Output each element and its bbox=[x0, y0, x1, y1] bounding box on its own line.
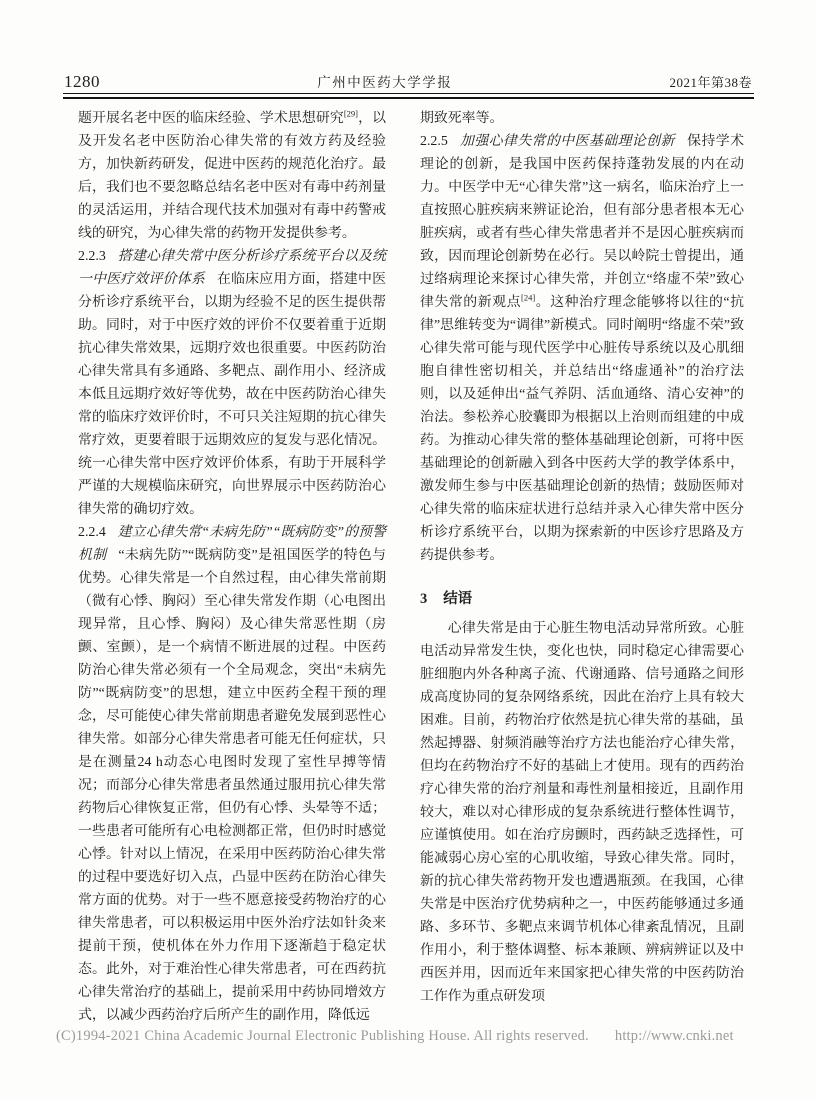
citation-ref-24: [24] bbox=[521, 292, 536, 303]
section-title: 建立心律失常“未病先防”“既病防变”的预警机制 bbox=[78, 525, 386, 563]
section-number: 2.2.4 bbox=[78, 525, 106, 540]
section-number: 3 bbox=[420, 591, 428, 607]
section-3-heading bbox=[420, 588, 744, 611]
page-footer bbox=[56, 1028, 734, 1045]
section-body: 。这种治疗理念能够将以往的“抗律”思维转变为“调律”新模式。同时阐明“络虚不荣”致心律失常可能与现代医学中心脏传导系统以及心肌细胞自律性密切相关，并总结出“络虚通补”的治疗法则，以及延伸出“益气养阴、活血通络、清心安神”的治法。参松养心胶囊即为根据以上治则而组建的中成药。为推动心律失常的整体基础理论创新，可将中医基础理论的创新融入到各中医药大学的教学体系中，激发师生参与中医基础理论创新的热情；鼓励医师对心律失常的临床症状进行总结并录入心律失常中医分析诊疗系统平台，以期为探索新的中医诊疗思路及方药提供参考。 bbox=[420, 295, 744, 563]
right-column bbox=[420, 107, 744, 1027]
journal-title: 广州中医药大学学报 bbox=[317, 75, 453, 90]
section-title: 加强心律失常的中医基础理论创新 bbox=[459, 134, 675, 149]
section-number: 2.2.3 bbox=[78, 249, 106, 264]
section-body: 在临床应用方面，搭建中医分析诊疗系统平台，以期为经验不足的医生提供帮助。同时，对于中医疗效的评价不仅要着重于近期抗心律失常效果，远期疗效也很重要。中医药防治心律失常具有多通路、多靶点、副作用小、经济成本低且远期疗效好等优势，故在中医药防治心律失常的临床疗效评价时，不可只关注短期的抗心律失常疗效，更要着眼于远期效应的复发与恶化情况。统一心律失常中医疗效评价体系，有助于开展科学严谨的大规模临床研究，向世界展示中医药防治心律失常的确切疗效。 bbox=[78, 272, 386, 517]
body-text: 题开展名老中医的临床经验、学术思想研究 bbox=[78, 111, 344, 126]
section-title: 搭建心律失常中医分析诊疗系统平台以及统一中医疗效评价体系 bbox=[78, 249, 386, 287]
section-body: 保持学术理论的创新，是我国中医药保持蓬勃发展的内在动力。中医学中无“心律失常”这一病名，临床治疗上一直按照心脏疾病来辨证论治，但有部分患者根本无心脏疾病，或者有些心律失常患者并不是因心脏疾病而致，因而理论创新势在必行。吴以岭院士曾提出，通过络病理论来探讨心律失常，并创立“络虚不荣”致心律失常的新观点 bbox=[420, 134, 744, 310]
section-2-2-5 bbox=[420, 130, 744, 567]
section-title: 结语 bbox=[443, 591, 473, 607]
body-text: ，以及开发名老中医防治心律失常的有效方药及经验方，加快新药研发，促进中医药的规范化治疗。最后，我们也不要忽略总结名老中医对有毒中药剂量的灵活运用，并结合现代技术加强对有毒中药警戒线的研究，为心律失常的药物开发提供参考。 bbox=[78, 111, 386, 241]
section-body: “未病先防”“既病防变”是祖国医学的特色与优势。心律失常是一个自然过程，由心律失常前期（微有心悸、胸闷）至心律失常发作期（心电图出现异常，且心悸、胸闷）及心律失常恶性期（房颤、室颤），是一个病情不断进展的过程。中医药防治心律失常必须有一个全局观念，突出“未病先防”“既病防变”的思想，建立中医药全程干预的理念，尽可能使心律失常前期患者避免发展到恶性心律失常。如部分心律失常患者可能无任何症状，只是在测量24 h动态心电图时发现了室性早搏等情况；而部分心律失常患者虽然通过服用抗心律失常药物后心律恢复正常，但仍有心悸、头晕等不适；一些患者可能所有心电检测都正常，但仍时时感觉心悸。针对以上情况，在采用中医药防治心律失常的过程中要选好切入点，凸显中医药在防治心律失常方面的优势。对于一些不愿意接受药物治疗的心律失常患者，可以积极运用中医外治疗法如针灸来提前干预，使机体在外力作用下逐渐趋于稳定状态。此外，对于难治性心律失常患者，可在西药抗心律失常治疗的基础上，提前采用中药协同增效方式，以减少西药治疗后所产生的副作用，降低远 bbox=[78, 548, 386, 1023]
section-2-2-3 bbox=[78, 245, 386, 521]
continuation-paragraph bbox=[78, 107, 386, 245]
section-2-2-4 bbox=[78, 521, 386, 1027]
section-number: 2.2.5 bbox=[420, 134, 448, 149]
cnki-url: http://www.cnki.net bbox=[614, 1028, 734, 1044]
article-body bbox=[78, 107, 744, 1027]
page-number: 1280 bbox=[64, 72, 100, 91]
header-double-rule bbox=[63, 93, 754, 99]
copyright-notice: (C)1994-2021 China Academic Journal Electronic Publishing House. All rights reserved. bbox=[56, 1028, 589, 1044]
citation-ref-29: [29] bbox=[343, 108, 358, 119]
continuation-paragraph: 期致死率等。 bbox=[420, 111, 504, 126]
conclusion-paragraph: 心律失常是由于心脏生物电活动异常所致。心脏电活动异常发生快，变化也快，同时稳定心律需要心脏细胞内外各种离子流、代谢通路、信号通路之间形成高度协同的复杂网络系统，因此在治疗上具有较大困难。目前，药物治疗依然是抗心律失常的基础，虽然起搏器、射频消融等治疗方法也能治疗心律失常，但均在药物治疗不好的基础上才使用。现有的西药治疗心律失常的治疗剂量和毒性剂量相接近，且副作用较大，难以对心律形成的复杂系统进行整体性调节，应谨慎使用。如在治疗房颤时，西药缺乏选择性，可能减弱心房心室的心肌收缩，导致心律失常。同时，新的抗心律失常药物开发也遭遇瓶颈。在我国，心律失常是中医治疗优势病种之一，中医药能够通过多通路、多环节、多靶点来调节机体心律紊乱情况，且副作用小，利于整体调整、标本兼顾、辨病辨证以及中西医并用，因而近年来国家把心律失常的中医药防治工作作为重点研发项 bbox=[420, 621, 744, 1004]
page-header bbox=[64, 71, 752, 93]
left-column bbox=[78, 107, 386, 1027]
volume-issue: 2021年第38卷 bbox=[669, 75, 752, 90]
